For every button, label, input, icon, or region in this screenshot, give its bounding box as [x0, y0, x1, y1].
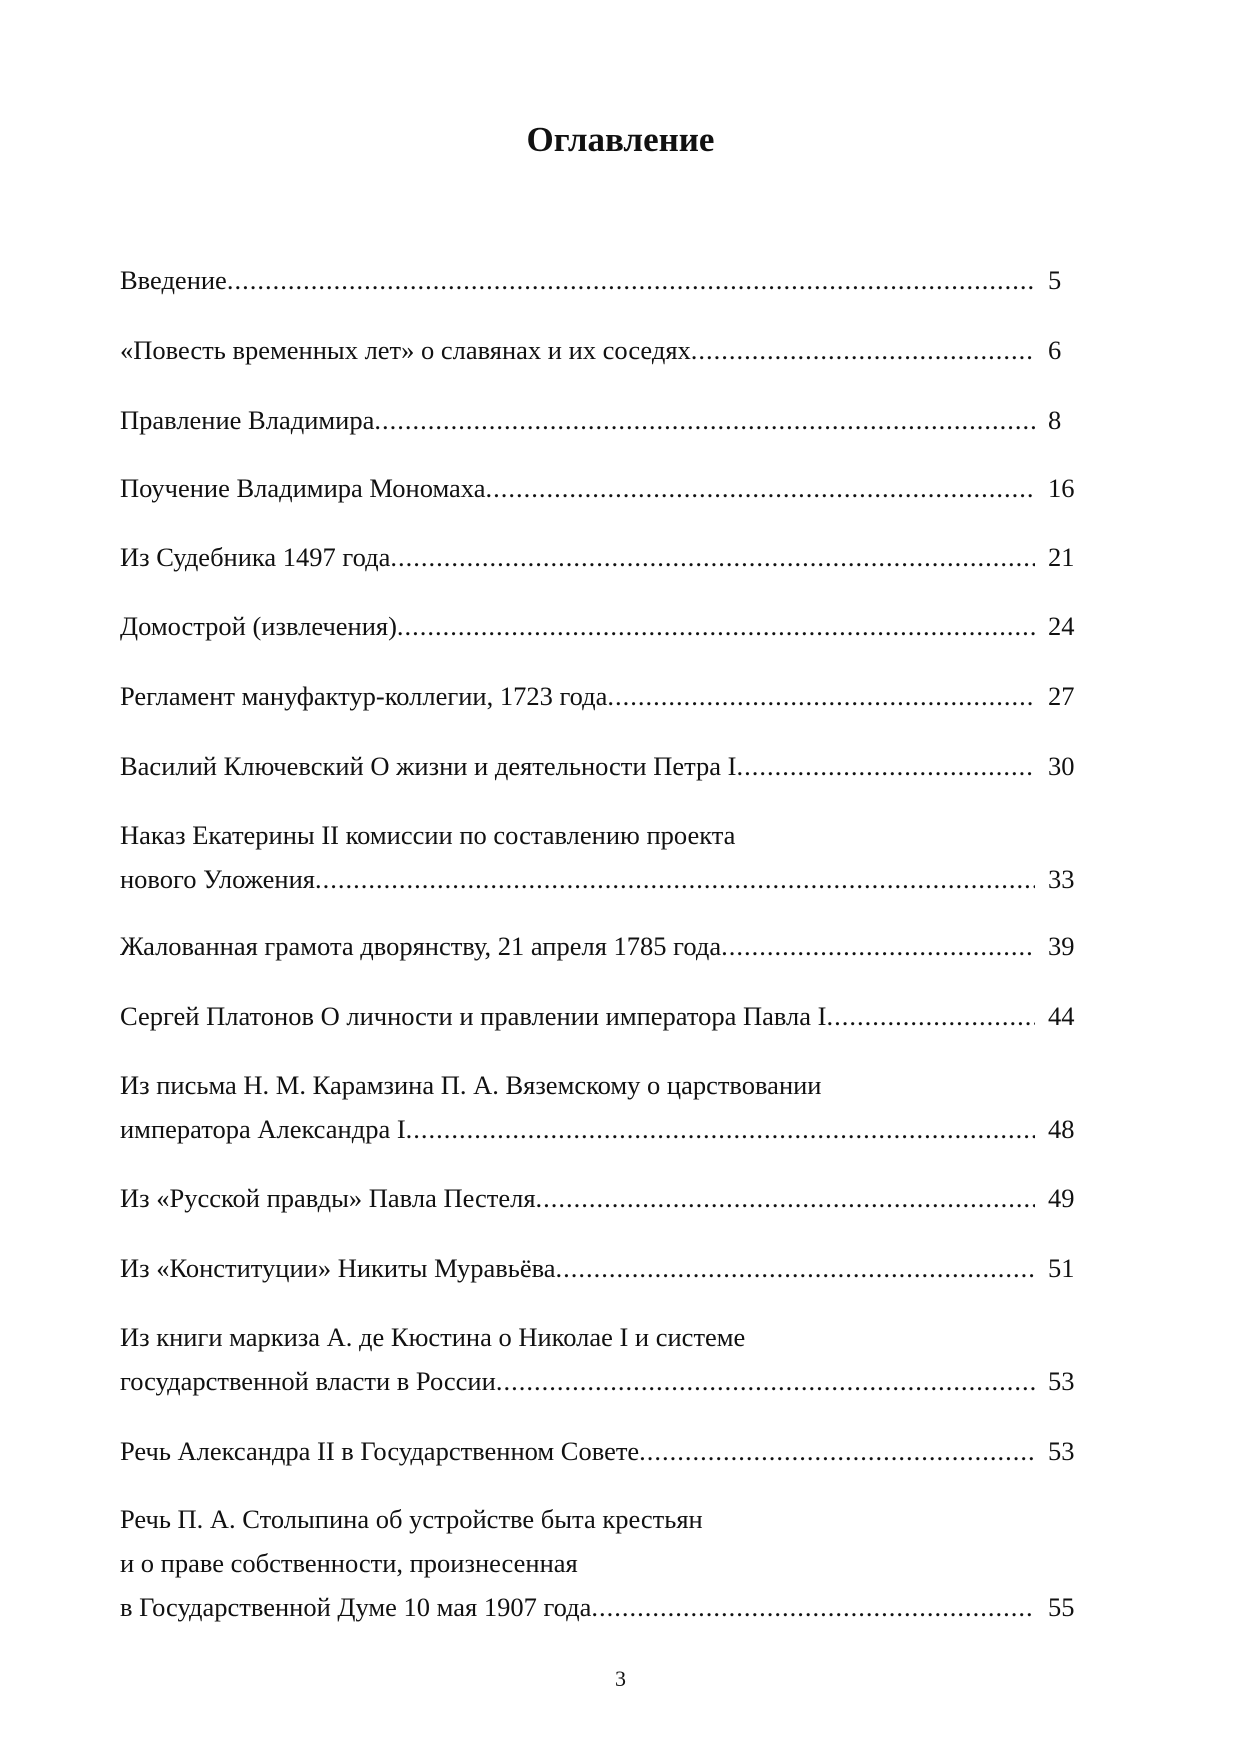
toc-entry-line: [120, 857, 1080, 901]
toc-entry-title: Речь П. А. Столыпина об устройстве быта крестьян: [120, 1504, 703, 1534]
toc-entry-title: Из «Конституции» Никиты Муравьёва: [120, 1253, 556, 1283]
toc-entry-title: Правление Владимира: [120, 405, 375, 435]
dot-leader: [607, 674, 1035, 718]
toc-entry-line: [120, 1107, 1080, 1151]
toc-entry[interactable]: [120, 1176, 1080, 1220]
toc-entry[interactable]: [120, 1063, 1080, 1151]
toc-entry-title: государственной власти в России: [120, 1366, 496, 1396]
toc-entry-page: 30: [1048, 751, 1075, 781]
toc-entry-page: 44: [1048, 1001, 1075, 1031]
toc-entry[interactable]: [120, 1315, 1080, 1403]
toc-entry-title: императора Александра I: [120, 1114, 406, 1144]
toc-entry[interactable]: [120, 258, 1080, 302]
toc-entry-page: 53: [1048, 1436, 1075, 1466]
toc-entry[interactable]: [120, 744, 1080, 788]
toc-entry-title: Регламент мануфактур-коллегии, 1723 года: [120, 681, 608, 711]
dot-leader: [406, 1107, 1035, 1151]
dot-leader: [485, 466, 1035, 510]
toc-entry[interactable]: [120, 466, 1080, 510]
dot-leader: [397, 604, 1035, 648]
toc-entry[interactable]: [120, 994, 1080, 1038]
toc-entry-line: [120, 1541, 1080, 1585]
toc-entry-page: 5: [1048, 265, 1062, 295]
toc-entry[interactable]: [120, 813, 1080, 901]
toc-entry-title: Речь Александра II в Государственном Совете: [120, 1436, 640, 1466]
page-title: Оглавление: [526, 120, 715, 159]
toc-entry-line: [120, 1063, 1080, 1107]
toc-entry-page: 48: [1048, 1114, 1075, 1144]
toc-entry-line: [120, 1359, 1080, 1403]
toc-entry[interactable]: [120, 1497, 1080, 1629]
toc-entry-line: [120, 1429, 1080, 1473]
dot-leader: [639, 1429, 1035, 1473]
dot-leader: [826, 994, 1035, 1038]
toc-entry-line: [120, 1585, 1080, 1629]
toc-entry-line: [120, 1176, 1080, 1220]
toc-entry-line: [120, 398, 1080, 442]
dot-leader: [496, 1359, 1035, 1403]
toc-entry-title: Наказ Екатерины II комиссии по составлению проекта: [120, 820, 736, 850]
toc-entry-title: Введение: [120, 265, 227, 295]
toc-entry-title: Из книги маркиза А. де Кюстина о Николае I и системе: [120, 1322, 746, 1352]
dot-leader: [591, 1585, 1035, 1629]
toc-entry-title: Из Судебника 1497 года: [120, 542, 391, 572]
toc-entry-page: 53: [1048, 1366, 1075, 1396]
dot-leader: [315, 857, 1035, 901]
toc-entry-line: [120, 1315, 1080, 1359]
toc-entry[interactable]: [120, 1429, 1080, 1473]
toc-entry-line: [120, 924, 1080, 968]
toc-entry[interactable]: [120, 1246, 1080, 1290]
toc-entry-line: [120, 674, 1080, 718]
toc-entry-page: 8: [1048, 405, 1062, 435]
toc-entry[interactable]: [120, 398, 1080, 442]
dot-leader: [736, 744, 1035, 788]
toc-entry-title: Домострой (извлечения): [120, 611, 397, 641]
toc-entry-title: Из «Русской правды» Павла Пестеля: [120, 1183, 536, 1213]
toc-entry-page: 51: [1048, 1253, 1075, 1283]
toc-entry-line: [120, 1497, 1080, 1541]
toc-entry-page: 39: [1048, 931, 1075, 961]
toc-entry-page: 49: [1048, 1183, 1075, 1213]
toc-entry-line: [120, 258, 1080, 302]
toc-entry-title: Сергей Платонов О личности и правлении императора Павла I: [120, 1001, 827, 1031]
toc-entry-line: [120, 328, 1080, 372]
toc-entry-page: 24: [1048, 611, 1075, 641]
toc-entry-title: в Государственной Думе 10 мая 1907 года: [120, 1592, 592, 1622]
toc-entry-title: нового Уложения: [120, 864, 315, 894]
toc-entry-page: 55: [1048, 1592, 1075, 1622]
toc-entry-title: Жалованная грамота дворянству, 21 апреля 1785 года: [120, 931, 722, 961]
dot-leader: [556, 1246, 1035, 1290]
toc-entry[interactable]: [120, 604, 1080, 648]
toc-entry-title: Из письма Н. М. Карамзина П. А. Вяземскому о царствовании: [120, 1070, 822, 1100]
toc-entry-line: [120, 466, 1080, 510]
toc-entry-line: [120, 1246, 1080, 1290]
toc-entry-line: [120, 744, 1080, 788]
toc-entry-page: 16: [1048, 473, 1075, 503]
dot-leader: [721, 924, 1035, 968]
toc-entry-page: 21: [1048, 542, 1075, 572]
toc-entry-title: и о праве собственности, произнесенная: [120, 1548, 578, 1578]
toc-entry-line: [120, 813, 1080, 857]
toc-entry-title: Василий Ключевский О жизни и деятельности Петра I: [120, 751, 737, 781]
dot-leader: [374, 398, 1035, 442]
dot-leader: [227, 258, 1035, 302]
toc-entry[interactable]: [120, 535, 1080, 579]
toc-entry-page: 33: [1048, 864, 1075, 894]
toc-entry[interactable]: [120, 328, 1080, 372]
dot-leader: [390, 535, 1035, 579]
toc-entry-line: [120, 994, 1080, 1038]
toc-entry[interactable]: [120, 674, 1080, 718]
toc-entry-line: [120, 604, 1080, 648]
toc-entry-page: 6: [1048, 335, 1062, 365]
toc-entry-line: [120, 535, 1080, 579]
toc-entry-page: 27: [1048, 681, 1075, 711]
toc-entry-title: «Повесть временных лет» о славянах и их соседях: [120, 335, 691, 365]
toc-entry-title: Поучение Владимира Мономаха: [120, 473, 486, 503]
dot-leader: [691, 328, 1035, 372]
page-number: 3: [615, 1666, 626, 1691]
toc-entry[interactable]: [120, 924, 1080, 968]
dot-leader: [536, 1176, 1035, 1220]
